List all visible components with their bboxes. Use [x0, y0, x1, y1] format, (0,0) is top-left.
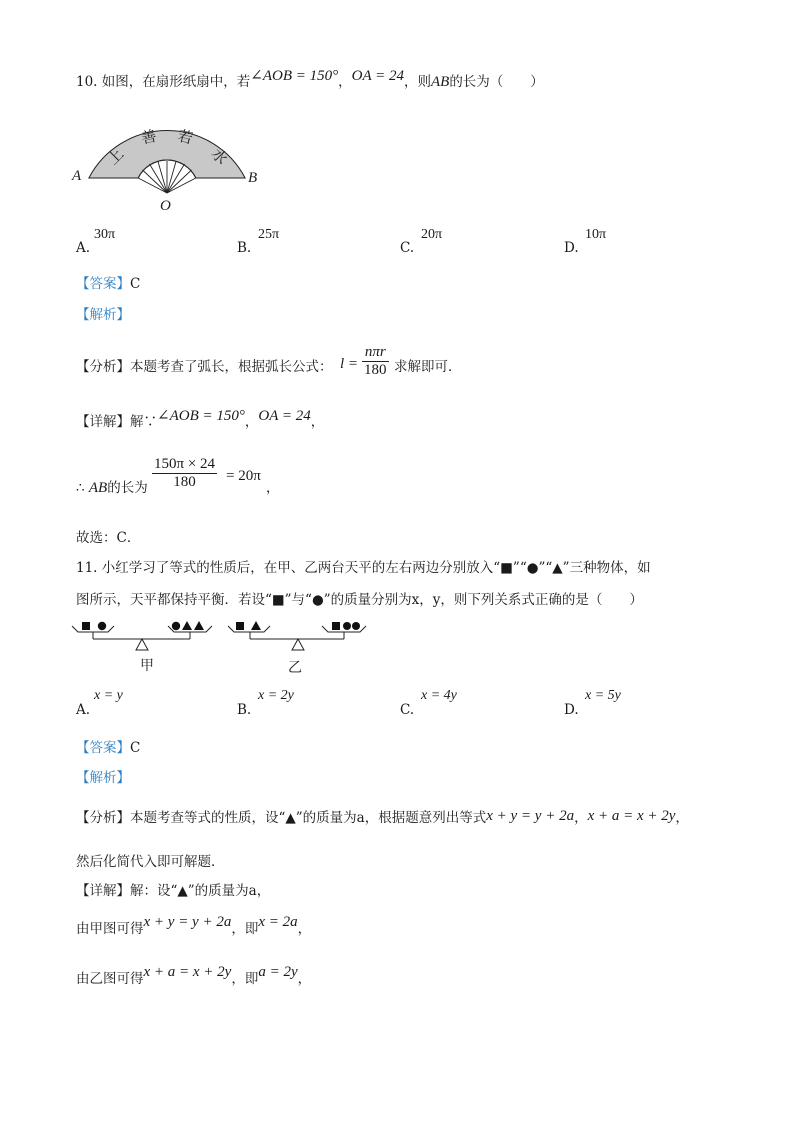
q10-choose: 故选：C．: [76, 530, 141, 546]
q11-line-after: 然后化简代入即可解题．: [76, 854, 225, 870]
q10-fenxi-tail: 求解即可．: [394, 359, 462, 375]
jia-right-triangle-1: [182, 621, 192, 630]
q10-option-d-value: 10π: [585, 227, 607, 242]
q10-option-d[interactable]: D.: [564, 240, 579, 256]
q10-analysis-tag: 【解析】: [76, 307, 130, 323]
yi-left-square: [236, 622, 244, 630]
label-o: O: [160, 198, 171, 214]
fan-figure: [70, 108, 270, 216]
q11-line1: 11. 小红学习了等式的性质后，在甲、乙两台天平的左右两边分别放入“■”“●”“▲”三种物体，如: [76, 560, 651, 576]
q11-answer: 【答案】C: [76, 740, 141, 756]
scale-jia-label: 甲: [140, 659, 154, 674]
q10-option-a[interactable]: A.: [76, 240, 91, 256]
yi-right-square: [332, 622, 340, 630]
q10-option-a-value: 30π: [94, 227, 116, 242]
q11-option-a-value: x = y: [94, 688, 123, 703]
q11-option-c[interactable]: C.: [400, 702, 415, 718]
q10-option-c[interactable]: C.: [400, 240, 415, 256]
q10-formula-frac: nπr 180: [364, 344, 387, 378]
q11-line2: 图所示，天平都保持平衡．若设“■”与“●”的质量分别为x，y，则下列关系式正确的是（ ）: [76, 592, 643, 608]
q10-therefore: ∴ AB的长为: [76, 480, 148, 496]
label-b: B: [248, 170, 258, 186]
jia-right-triangle-2: [194, 621, 204, 630]
q10-stem: 10. 如图，在扇形纸扇中，若∠AOB = 150°，OA = 24，则AB的长为（ ）: [76, 68, 544, 90]
label-a: A: [72, 168, 82, 184]
q10-answer: 【答案】C: [76, 276, 141, 292]
yi-right-circle-2: [352, 622, 360, 630]
q10-calc-result: = 20π: [226, 468, 261, 484]
q10-fenxi: 【分析】本题考查了弧长，根据弧长公式：: [76, 359, 333, 375]
q11-xiangjie: 【详解】解：设“▲”的质量为a，: [76, 883, 271, 899]
jia-left-circle: [98, 622, 106, 630]
fan-char-2: 善: [140, 128, 159, 148]
fan-char-4: 水: [207, 146, 230, 169]
q11-option-b-value: x = 2y: [258, 688, 294, 703]
q11-analysis-tag: 【解析】: [76, 770, 130, 786]
q11-option-c-value: x = 4y: [421, 688, 457, 703]
q10-option-c-value: 20π: [421, 227, 443, 242]
q10-calc-frac: $\frac{150\pi \times 24}{180}$: [154, 456, 216, 490]
q10-calc-tail: ，: [266, 480, 280, 496]
fan-char-3: 若: [175, 128, 195, 148]
q11-option-d[interactable]: D.: [564, 702, 579, 718]
fan-char-1: 上: [105, 146, 128, 169]
q11-fenxi: 【分析】本题考查等式的性质，设“▲”的质量为a，根据题意列出等式x + y = y + 2a，x + a = x + 2y，: [76, 808, 689, 826]
q11-yi-line: 由乙图可得x + a = x + 2y，即a = 2y，: [76, 964, 312, 987]
q11-option-a[interactable]: A.: [76, 702, 91, 718]
q10-xiangjie: 【详解】解∵∠AOB = 150°，OA = 24，: [76, 408, 325, 430]
oa-expr: OA = 24: [351, 68, 404, 84]
jia-left-square: [82, 622, 90, 630]
q11-option-b[interactable]: B.: [237, 702, 252, 718]
q10-option-b-value: 25π: [258, 227, 280, 242]
q10-formula-lhs: l =: [340, 356, 359, 372]
angle-expr: ∠AOB = 150°: [250, 68, 339, 84]
arc-ab: AB: [430, 74, 450, 90]
yi-right-circle-1: [343, 622, 351, 630]
q11-jia-line: 由甲图可得x + y = y + 2a，即x = 2a，: [76, 914, 312, 937]
jia-right-circle: [172, 622, 180, 630]
scale-figure: [70, 616, 390, 676]
scale-yi-label: 乙: [288, 661, 302, 676]
yi-left-triangle: [251, 621, 261, 630]
q11-option-d-value: x = 5y: [585, 688, 621, 703]
q10-option-b[interactable]: B.: [237, 240, 252, 256]
